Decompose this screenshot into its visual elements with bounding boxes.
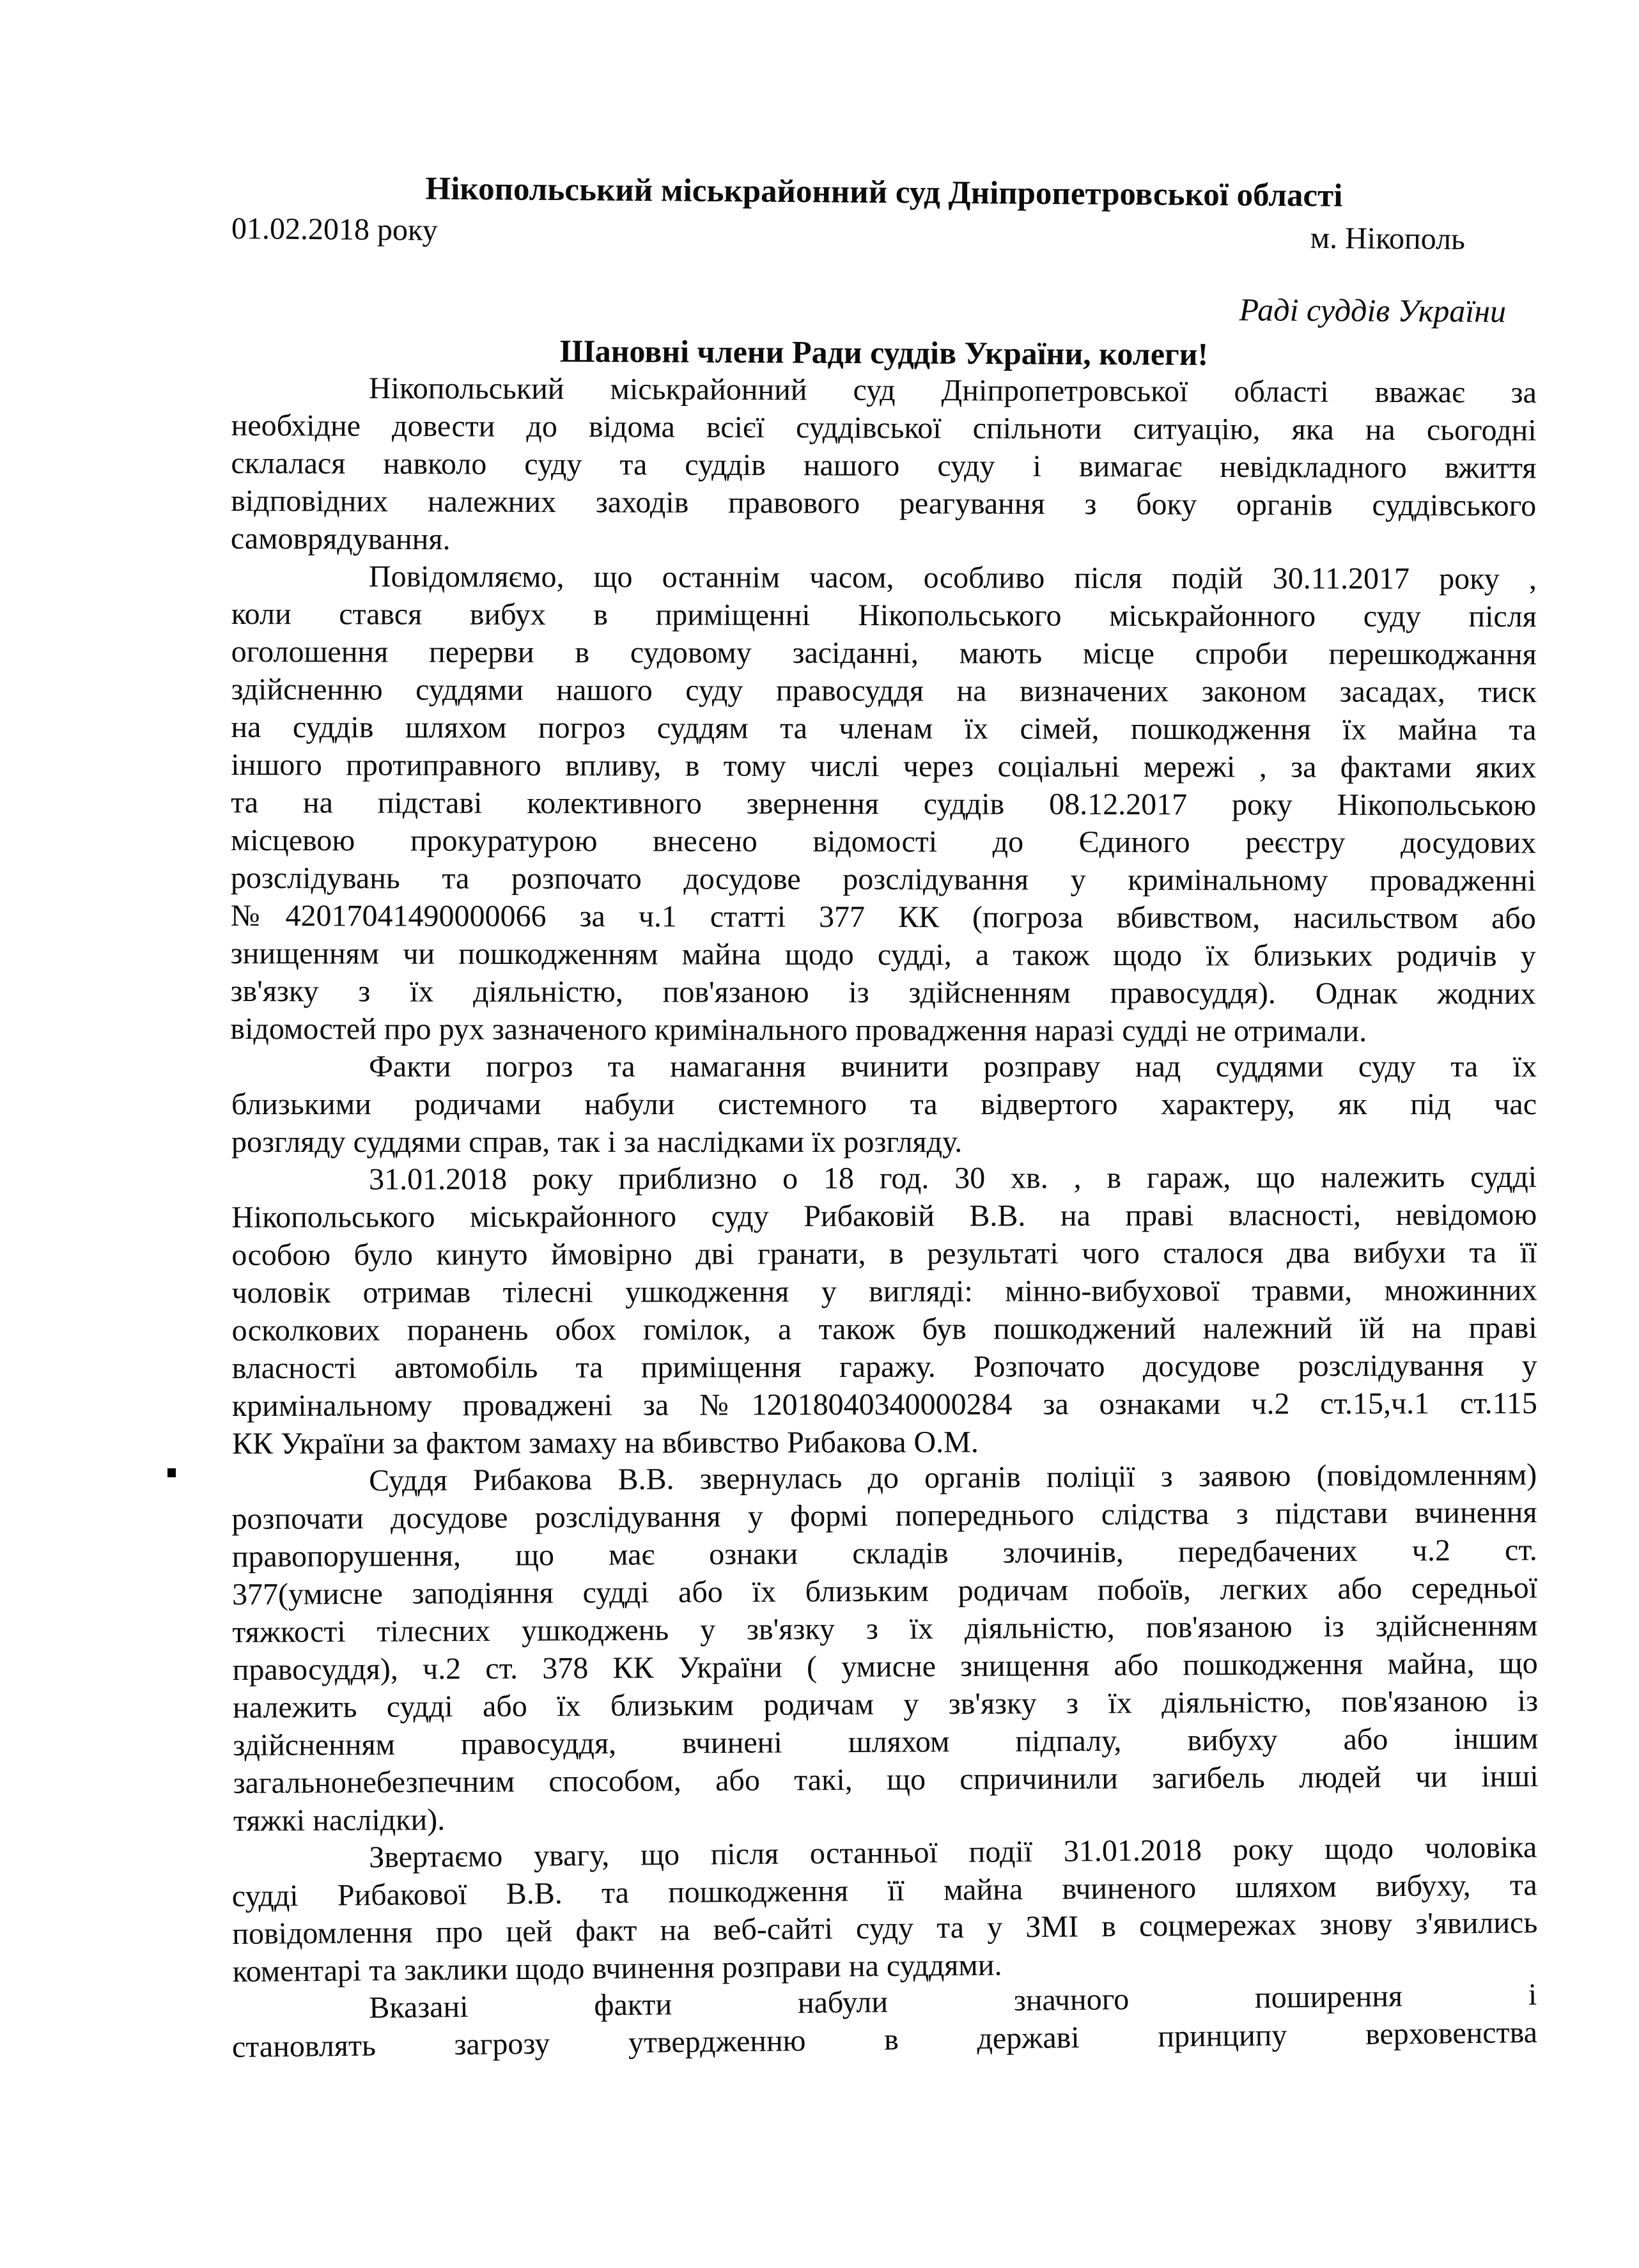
text-line: місцевою прокуратурою внесено відомості до Єдиного реєстру досудових bbox=[231, 823, 1537, 860]
paragraph bbox=[231, 1456, 1539, 1840]
text-line: тяжкі наслідки). bbox=[233, 1803, 446, 1838]
document-body bbox=[231, 369, 1537, 2066]
document-content bbox=[231, 167, 1537, 2066]
text-line: здійсненням правосуддя, вчинені шляхом підпалу, вибуху або іншим bbox=[233, 1721, 1539, 1762]
text-line: Повідомляємо, що останнім часом, особливо після подій 30.11.2017 року , bbox=[368, 559, 1537, 596]
text-line: розгляду суддями справ, так і за наслідками їх розгляду. bbox=[231, 1125, 963, 1159]
text-line: відомостей про рух зазначеного кримінального провадження наразі судді не отримали. bbox=[230, 1011, 1367, 1048]
paragraph bbox=[231, 1158, 1537, 1463]
text-line: на суддів шляхом погроз суддям та членам їх сімей, пошкодження їх майна та bbox=[231, 710, 1537, 747]
text-line: здійсненню суддями нашого суду правосуддя на визначених законом засадах, тиск bbox=[231, 672, 1537, 710]
text-line: розслідувань та розпочато досудове розслідування у кримінальному провадженні bbox=[230, 860, 1537, 898]
text-line: коли стався вибух в приміщенні Нікопольського міськрайонного суду після bbox=[231, 596, 1537, 634]
text-line: необхідне довести до відома всієї суддівської спільноти ситуацію, яка на сьогодні bbox=[231, 408, 1537, 447]
text-line: №42017041490000066 за ч.1 статті 377 КК (погроза вбивством, насильством або bbox=[230, 898, 1536, 936]
text-line: кримінальному проваджені за №12018040340000284 за ознаками ч.2 ст.15,ч.1 ст.115 bbox=[231, 1386, 1537, 1423]
text-line: 31.01.2018 року приблизно о 18 год. 30 хв. , в гараж, що належить судді bbox=[369, 1160, 1537, 1197]
text-line: Звертаємо увагу, що після останньої події 31.01.2018 року щодо чоловіка bbox=[369, 1830, 1537, 1875]
court-title: Нікопольський міськрайонний суд Дніпропетровської області bbox=[425, 171, 1343, 214]
paragraph bbox=[231, 1048, 1537, 1161]
text-line: загальнонебезпечним способом, або такі, що спричинили загибель людей чи інші bbox=[233, 1759, 1539, 1800]
text-line: Нікопольського міськрайонного суду Рибаковій В.В. на праві власності, невідомою bbox=[231, 1197, 1537, 1234]
text-line: належить судді або їх близьким родичам у зв'язку з їх діяльністю, пов'язаною із bbox=[232, 1684, 1539, 1725]
text-line: повідомлення про цей факт на веб-сайті суду та у ЗМІ в соцмережах знову з'явились bbox=[232, 1906, 1538, 1951]
text-line: КК України за фактом замаху на вбивство Рибакова О.М. bbox=[231, 1425, 979, 1461]
paragraph bbox=[230, 557, 1537, 1050]
text-line: тяжкості тілесних ушкоджень у зв'язку з їх діяльністю, пов'язаною із здійсненням bbox=[232, 1608, 1538, 1649]
text-line: знищенням чи пошкодженням майна щодо судді, а також щодо їх близьких родичів у bbox=[230, 936, 1536, 974]
text-line: чоловік отримав тілесні ушкодження у вигляді: мінно-вибухової травми, множинних bbox=[231, 1273, 1537, 1310]
text-line: відповідних належних заходів правового реагування з боку органів суддівського bbox=[231, 483, 1537, 523]
text-line: іншого протиправного впливу, в тому числі через соціальні мережі , за фактами яких bbox=[231, 747, 1537, 785]
text-line: Суддя Рибакова В.В. звернулась до органів поліції з заявою (повідомленням) bbox=[369, 1457, 1537, 1498]
text-line: близькими родичами набули системного та відвертого характеру, як під час bbox=[231, 1087, 1537, 1121]
text-line: зв'язку з їх діяльністю, пов'язаною із здійсненням правосуддя). Однак жодних bbox=[230, 974, 1536, 1011]
paragraph bbox=[231, 369, 1537, 563]
salutation: Шановні члени Ради суддів України, колеги! bbox=[559, 332, 1209, 373]
document-city: м. Нікополь bbox=[1310, 221, 1466, 256]
text-line: розпочати досудове розслідування у формі попереднього слідства з підстави вчинення bbox=[231, 1495, 1537, 1536]
paragraph bbox=[231, 1976, 1537, 2066]
paragraph bbox=[231, 1828, 1538, 1991]
text-line: власності автомобіль та приміщення гаражу. Розпочато досудове розслідування у bbox=[231, 1348, 1537, 1385]
addressee: Раді суддів України bbox=[1239, 291, 1507, 329]
scan-dot-artifact bbox=[167, 1468, 176, 1477]
text-line: особою було кинуто ймовірно дві гранати, в результаті чого сталося два вибухи та її bbox=[231, 1235, 1537, 1272]
text-line: 377(умисне заподіяння судді або їх близьким родичам побоїв, легких або середньої bbox=[231, 1571, 1538, 1612]
text-line: судді Рибакової В.В. та пошкодження її майна вчиненого шляхом вибуху, та bbox=[231, 1868, 1537, 1913]
text-line: Нікопольський міськрайонний суд Дніпропетровської області вважає за bbox=[368, 371, 1537, 410]
text-line: Факти погроз та намагання вчинити розправу над суддями суду та їх bbox=[369, 1050, 1537, 1084]
text-line: правопорушення, що має ознаки складів злочинів, передбачених ч.2 ст. bbox=[231, 1533, 1537, 1574]
date-row bbox=[231, 210, 1537, 260]
text-line: становлять загрозу утвердженню в державі принципу верховенства bbox=[231, 2015, 1538, 2064]
text-line: Вказані факти набули значного поширення і bbox=[369, 1977, 1537, 2025]
text-line: осколкових поранень обох гомілок, а також був пошкоджений належний їй на праві bbox=[231, 1310, 1537, 1348]
document-date: 01.02.2018 року bbox=[231, 212, 438, 247]
text-line: та на підставі колективного звернення суддів 08.12.2017 року Нікопольською bbox=[231, 785, 1537, 823]
text-line: коментарі та заклики щодо вчинення розправи на суддями. bbox=[232, 1948, 1002, 1989]
text-line: оголошення перерви в судовому засіданні, мають місце спроби перешкоджання bbox=[231, 634, 1537, 672]
text-line: самоврядування. bbox=[230, 521, 451, 557]
text-line: склалася навколо суду та суддів нашого суду і вимагає невідкладного вжиття bbox=[231, 446, 1537, 485]
text-line: правосуддя), ч.2 ст. 378 КК України ( умисне знищення або пошкодження майна, що bbox=[232, 1646, 1538, 1687]
